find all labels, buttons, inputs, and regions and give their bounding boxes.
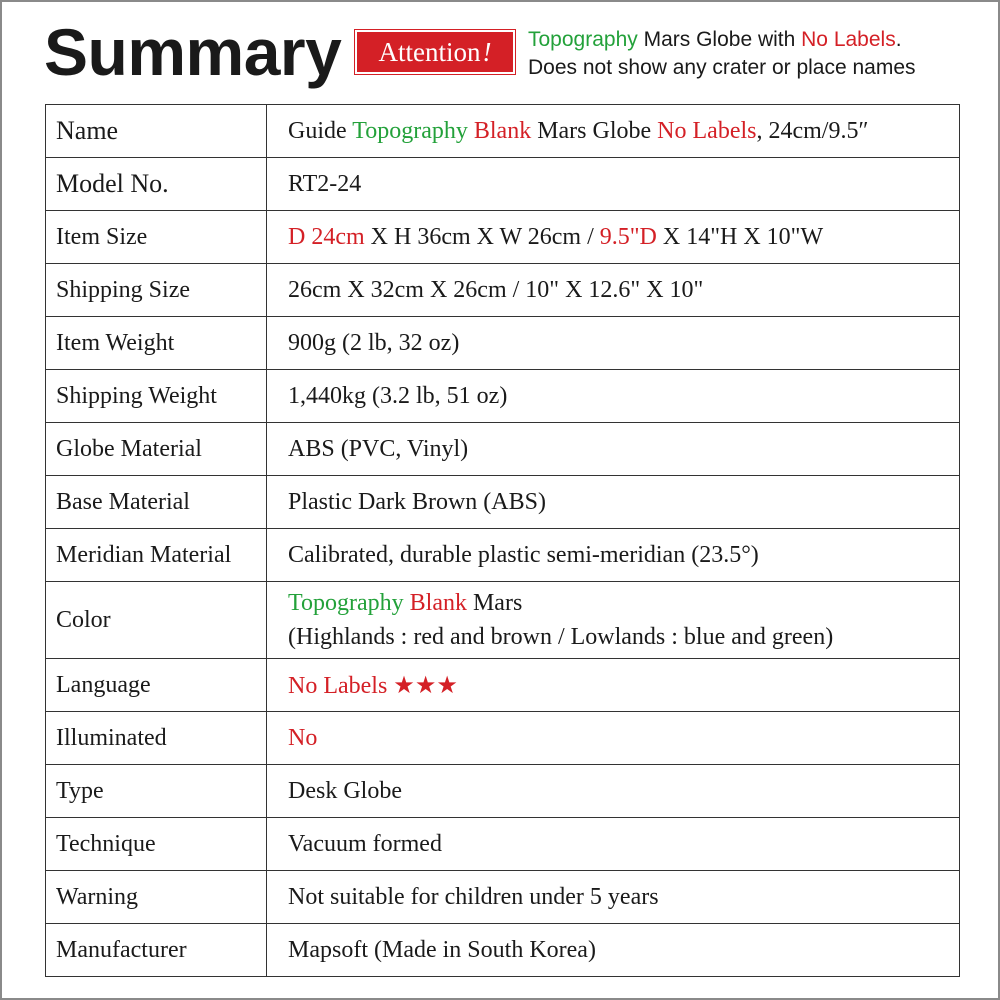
attention-badge bbox=[355, 30, 515, 74]
attention-note-line-2: Does not show any crater or place names bbox=[528, 56, 916, 79]
spec-value-shipping-size: 26cm X 32cm X 26cm / 10" X 12.6" X 10" bbox=[267, 264, 960, 317]
item-size-hw-cm: X H 36cm X W 26cm / bbox=[364, 223, 600, 250]
spec-row-technique bbox=[46, 818, 960, 871]
spec-row-illuminated bbox=[46, 712, 960, 765]
attention-badge-text: Attention bbox=[378, 36, 481, 67]
name-part-guide: Guide bbox=[288, 117, 353, 144]
spec-value-globe-material: ABS (PVC, Vinyl) bbox=[267, 423, 960, 476]
spec-value-base-material: Plastic Dark Brown (ABS) bbox=[267, 476, 960, 529]
name-part-topography: Topography bbox=[352, 117, 468, 144]
spec-label-item-weight: Item Weight bbox=[46, 317, 267, 370]
spec-row-color bbox=[46, 582, 960, 659]
spec-value-technique: Vacuum formed bbox=[267, 818, 960, 871]
spec-label-model: Model No. bbox=[46, 158, 267, 211]
page-title: Summary bbox=[44, 15, 342, 89]
spec-label-base-material: Base Material bbox=[46, 476, 267, 529]
color-mars: Mars bbox=[466, 590, 523, 616]
name-part-size: , 24cm/9.5″ bbox=[756, 117, 869, 144]
spec-row-type bbox=[46, 765, 960, 818]
attention-note bbox=[528, 26, 988, 82]
spec-value-color bbox=[267, 582, 960, 659]
spec-value-shipping-weight: 1,440kg (3.2 lb, 51 oz) bbox=[267, 370, 960, 423]
spec-label-globe-material: Globe Material bbox=[46, 423, 267, 476]
spec-label-warning: Warning bbox=[46, 871, 267, 924]
spec-value-type: Desk Globe bbox=[267, 765, 960, 818]
spec-label-technique: Technique bbox=[46, 818, 267, 871]
spec-label-item-size: Item Size bbox=[46, 211, 267, 264]
spec-row-meridian-material bbox=[46, 529, 960, 582]
spec-row-model bbox=[46, 158, 960, 211]
spec-value-manufacturer: Mapsoft (Made in South Korea) bbox=[267, 924, 960, 977]
spec-label-shipping-size: Shipping Size bbox=[46, 264, 267, 317]
spec-row-item-weight bbox=[46, 317, 960, 370]
spec-row-shipping-size bbox=[46, 264, 960, 317]
attention-badge-mark: ! bbox=[482, 36, 492, 67]
spec-value-language: No Labels ★★★ bbox=[267, 659, 960, 712]
name-part-no-labels: No Labels bbox=[657, 117, 757, 144]
spec-value-item-weight: 900g (2 lb, 32 oz) bbox=[267, 317, 960, 370]
spec-row-warning bbox=[46, 871, 960, 924]
note-no-labels: No Labels bbox=[801, 28, 896, 51]
spec-value-model: RT2-24 bbox=[267, 158, 960, 211]
color-line-2: (Highlands : red and brown / Lowlands : blue and green) bbox=[288, 624, 834, 650]
color-blank: Blank bbox=[409, 590, 467, 616]
note-topography: Topography bbox=[528, 28, 638, 51]
spec-label-meridian-material: Meridian Material bbox=[46, 529, 267, 582]
spec-row-name bbox=[46, 105, 960, 158]
spec-label-type: Type bbox=[46, 765, 267, 818]
spec-label-shipping-weight: Shipping Weight bbox=[46, 370, 267, 423]
spec-label-color: Color bbox=[46, 582, 267, 659]
spec-value-warning: Not suitable for children under 5 years bbox=[267, 871, 960, 924]
spec-row-globe-material bbox=[46, 423, 960, 476]
spec-row-item-size bbox=[46, 211, 960, 264]
spec-label-manufacturer: Manufacturer bbox=[46, 924, 267, 977]
item-size-hw-in: X 14"H X 10"W bbox=[656, 223, 824, 250]
item-size-depth-in: 9.5"D bbox=[599, 223, 657, 250]
spec-label-language: Language bbox=[46, 659, 267, 712]
spec-label-name: Name bbox=[46, 105, 267, 158]
item-size-depth-cm: D 24cm bbox=[288, 223, 365, 250]
spec-value-item-size bbox=[267, 211, 960, 264]
spec-row-manufacturer bbox=[46, 924, 960, 977]
attention-note-line-1 bbox=[528, 26, 988, 54]
spec-table bbox=[45, 104, 960, 977]
spec-label-illuminated: Illuminated bbox=[46, 712, 267, 765]
spec-value-illuminated: No bbox=[267, 712, 960, 765]
spec-value-meridian-material: Calibrated, durable plastic semi-meridian (23.5°) bbox=[267, 529, 960, 582]
name-part-blank: Blank bbox=[473, 117, 532, 144]
note-mars-globe-with: Mars Globe with bbox=[637, 28, 802, 51]
color-topography: Topography bbox=[288, 590, 404, 616]
note-period: . bbox=[895, 28, 902, 51]
spec-row-language bbox=[46, 659, 960, 712]
spec-row-shipping-weight bbox=[46, 370, 960, 423]
spec-value-name bbox=[267, 105, 960, 158]
name-part-mars-globe: Mars Globe bbox=[531, 117, 658, 144]
spec-row-base-material bbox=[46, 476, 960, 529]
color-line-1 bbox=[288, 586, 949, 620]
